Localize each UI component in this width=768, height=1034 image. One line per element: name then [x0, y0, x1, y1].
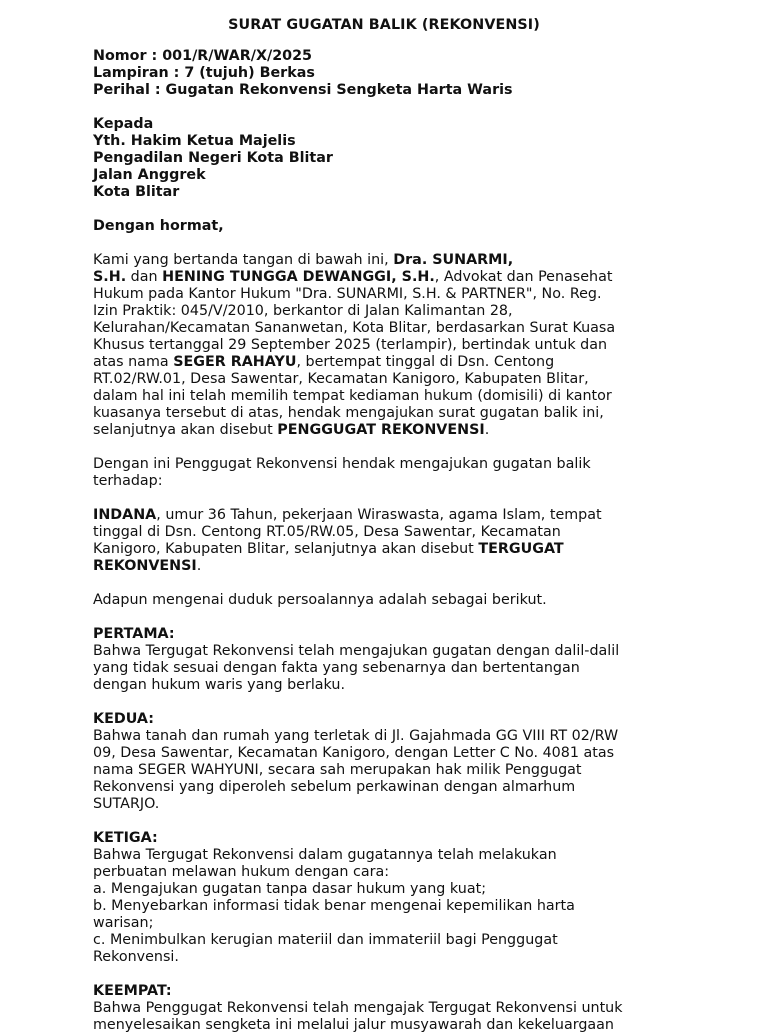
section-keempat	[93, 983, 693, 1034]
text-line: Bahwa Tergugat Rekonvensi telah mengajukan gugatan dengan dalil-dalil	[93, 643, 620, 659]
recipient-block	[93, 116, 693, 201]
text-line: warisan;	[93, 915, 154, 931]
defendant-paragraph	[93, 507, 693, 575]
text-line: , bertempat tinggal di Dsn. Centong	[296, 354, 555, 370]
recipient-to	[93, 116, 693, 133]
text-line: Hukum pada Kantor Hukum "Dra. SUNARMI, S.H. & PARTNER", No. Reg.	[93, 286, 602, 302]
letter-number	[93, 48, 693, 65]
text-line	[93, 507, 693, 524]
text-line: RT.02/RW.01, Desa Sawentar, Kecamatan Kanigoro, Kabupaten Blitar,	[93, 371, 589, 387]
text-line: kuasanya tersebut di atas, hendak mengajukan surat gugatan balik ini,	[93, 405, 604, 421]
text-line: Kelurahan/Kecamatan Sananwetan, Kota Blitar, berdasarkan Surat Kuasa	[93, 320, 616, 336]
text-line: KEEMPAT:	[93, 983, 172, 999]
section-heading	[93, 626, 693, 643]
section-pertama	[93, 626, 693, 694]
text-line: selanjutnya akan disebut	[93, 422, 278, 438]
recipient-street	[93, 167, 693, 184]
text-line: Bahwa tanah dan rumah yang terletak di Jl. Gajahmada GG VIII RT 02/RW	[93, 728, 619, 744]
text-line: 09, Desa Sawentar, Kecamatan Kanigoro, dengan Letter C No. 4081 atas	[93, 745, 615, 761]
text-line	[93, 422, 693, 439]
text-line: PENGGUGAT REKONVENSI	[277, 422, 485, 438]
section-heading	[93, 830, 693, 847]
recipient-judge	[93, 133, 693, 150]
paragraph-spacer	[93, 575, 693, 592]
paragraph-spacer	[93, 694, 693, 711]
text-line: perbuatan melawan hukum dengan cara:	[93, 864, 390, 880]
text-line: Rekonvensi yang diperoleh sebelum perkawinan dengan almarhum	[93, 779, 576, 795]
text-line: Kanigoro, Kabupaten Blitar, selanjutnya akan disebut	[93, 541, 479, 557]
text-line: INDANA	[93, 507, 157, 523]
text-line: Lampiran : 7 (tujuh) Berkas	[93, 65, 315, 81]
list-item: a. Mengajukan gugatan tanpa dasar hukum yang kuat;	[93, 881, 487, 897]
section-heading	[93, 711, 693, 728]
text-line: Jalan Anggrek	[93, 167, 206, 183]
text-line: Dengan hormat,	[93, 218, 224, 234]
text-line: Yth. Hakim Ketua Majelis	[93, 133, 296, 149]
text-line	[93, 252, 693, 269]
paragraph-spacer	[93, 966, 693, 983]
list-item: c. Menimbulkan kerugian materiil dan immateriil bagi Penggugat	[93, 932, 558, 948]
text-line: Khusus tertanggal 29 September 2025 (terlampir), bertindak untuk dan	[93, 337, 608, 353]
text-line: Rekonvensi.	[93, 949, 179, 965]
text-line: HENING TUNGGA DEWANGGI, S.H.	[162, 269, 435, 285]
paragraph-spacer	[93, 609, 693, 626]
text-line: Perihal : Gugatan Rekonvensi Sengketa Harta Waris	[93, 82, 513, 98]
text-line: .	[484, 422, 490, 438]
facts-intro: Adapun mengenai duduk persoalannya adalah sebagai berikut.	[93, 592, 547, 608]
paragraph-spacer	[93, 490, 693, 507]
text-line: Dengan ini Penggugat Rekonvensi hendak mengajukan gugatan balik	[93, 456, 591, 472]
against-paragraph	[93, 456, 693, 490]
text-line: Pengadilan Negeri Kota Blitar	[93, 150, 333, 166]
text-line: SEGER RAHAYU	[173, 354, 297, 370]
text-line: dengan hukum waris yang berlaku.	[93, 677, 345, 693]
text-line: Izin Praktik: 045/V/2010, berkantor di Jalan Kalimantan 28,	[93, 303, 513, 319]
text-line	[93, 269, 693, 286]
text-line: menyelesaikan sengketa ini melalui jalur musyawarah dan kekeluargaan	[93, 1017, 614, 1033]
text-line: nama SEGER WAHYUNI, secara sah merupakan hak milik Penggugat	[93, 762, 582, 778]
text-line: tinggal di Dsn. Centong RT.05/RW.05, Desa Sawentar, Kecamatan	[93, 524, 561, 540]
paragraph-spacer	[93, 235, 693, 252]
text-line: Kami yang bertanda tangan di bawah ini,	[93, 252, 394, 268]
text-line: KETIGA:	[93, 830, 158, 846]
letter-subject	[93, 82, 693, 99]
text-line: dalam hal ini telah memilih tempat kediaman hukum (domisili) di kantor	[93, 388, 612, 404]
letter-attachment	[93, 65, 693, 82]
text-line: Dra. SUNARMI,	[393, 252, 514, 268]
section-heading	[93, 983, 693, 1000]
text-line: , Advokat dan Penasehat	[434, 269, 613, 285]
text-line: S.H.	[93, 269, 127, 285]
text-line: REKONVENSI	[93, 558, 197, 574]
text-line	[93, 558, 693, 575]
text-line: , umur 36 Tahun, pekerjaan Wiraswasta, agama Islam, tempat	[156, 507, 602, 523]
text-line: terhadap:	[93, 473, 163, 489]
text-line: yang tidak sesuai dengan fakta yang sebenarnya dan bertentangan	[93, 660, 580, 676]
recipient-city	[93, 184, 693, 201]
text-line	[93, 354, 693, 371]
text-line: Bahwa Tergugat Rekonvensi dalam gugatannya telah melakukan	[93, 847, 557, 863]
document-title: SURAT GUGATAN BALIK (REKONVENSI)	[228, 17, 540, 33]
paragraph-spacer	[93, 813, 693, 830]
intro-paragraph	[93, 252, 693, 439]
letter-header	[93, 48, 693, 99]
section-kedua	[93, 711, 693, 813]
paragraph-spacer	[93, 439, 693, 456]
text-line: PERTAMA:	[93, 626, 175, 642]
text-line: SUTARJO.	[93, 796, 160, 812]
text-line: KEDUA:	[93, 711, 154, 727]
text-line: atas nama	[93, 354, 174, 370]
list-item: b. Menyebarkan informasi tidak benar mengenai kepemilikan harta	[93, 898, 575, 914]
section-ketiga	[93, 830, 693, 966]
text-line	[93, 541, 693, 558]
document-body	[93, 48, 693, 1034]
salutation	[93, 218, 693, 235]
text-line: Bahwa Penggugat Rekonvensi telah mengajak Tergugat Rekonvensi untuk	[93, 1000, 623, 1016]
paragraph-spacer	[93, 99, 693, 116]
text-line: .	[196, 558, 202, 574]
text-line: Kota Blitar	[93, 184, 180, 200]
text-line: TERGUGAT	[478, 541, 564, 557]
text-line: Kepada	[93, 116, 154, 132]
text-line: Nomor : 001/R/WAR/X/2025	[93, 48, 312, 64]
recipient-court	[93, 150, 693, 167]
text-line: dan	[126, 269, 163, 285]
paragraph-spacer	[93, 201, 693, 218]
